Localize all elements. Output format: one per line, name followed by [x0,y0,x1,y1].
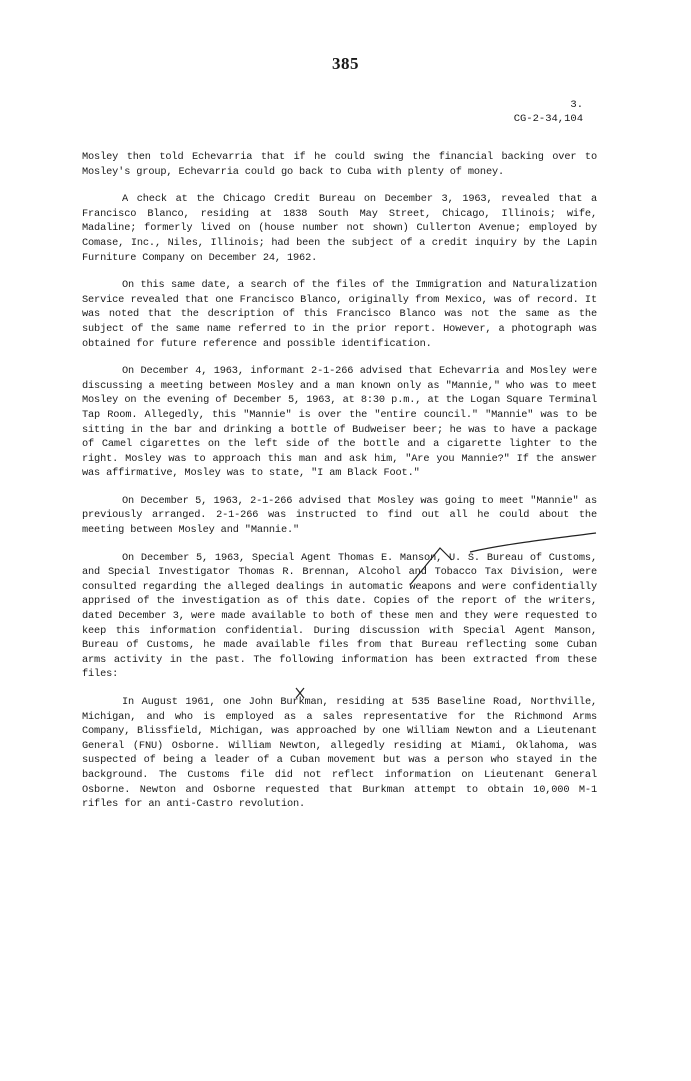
page-number: 385 [332,54,359,73]
file-reference: CG-2-34,104 [513,113,583,125]
paragraph-5: On December 5, 1963, 2-1-266 advised that Mosley was going to meet "Mannie" as previously arranged. 2-1-266 was instructed to find out all he could about the meeting between Mosley and "Mannie." [82,494,597,537]
body-text [82,150,597,825]
paragraph-2: A check at the Chicago Credit Bureau on December 3, 1963, revealed that a Francisco Blanco, residing at 1838 South May Street, Chicago, Illinois; wife, Madaline; formerly lived on (house number not shown) Cullerton Avenue; employed by Comase, Inc., Niles, Illinois; had been the subject of a credit inquiry by the Lapin Furniture Company on December 24, 1962. [82,193,597,264]
paragraph-6: On December 5, 1963, Special Agent Thomas E. Manson, U. S. Bureau of Customs, and Special Investigator Thomas R. Brennan, Alcohol and Tobacco Tax Division, were consulted regarding the alleged dealings in automatic weapons and were confidentially apprised of the investigation as of this date. Copies of the report of the writers, dated December 3, were made available to both of these men and they were requested to keep this information confidential. During discussion with Special Agent Manson, Bureau of Customs, he made available files from that Bureau reflecting some Cuban arms activity in the past. The following information has been extracted from these files: [82,551,597,681]
paragraph-7: In August 1961, one John Burkman, residing at 535 Baseline Road, Northville, Michigan, and who is employed as a sales representative for the Richmond Arms Company, Blissfield, Michigan, was approached by one William Newton and a Lieutenant General (FNU) Osborne. William Newton, allegedly residing at Miami, Oklahoma, was suspected of being a leader of a Cuban movement but was a person who stayed in the background. The Customs file did not reflect information on Lieutenant General Osborne. Newton and Osborne requested that Burkman attempt to obtain 10,000 M-1 rifles for an anti-Castro revolution. [82,696,597,811]
reference-block [514,98,583,126]
section-number: 3. [570,99,583,111]
paragraph-1: Mosley then told Echevarria that if he could swing the financial backing over to Mosley's group, Echevarria could go back to Cuba with plenty of money. [82,151,597,178]
paragraph-3: On this same date, a search of the files of the Immigration and Naturalization Service revealed that one Francisco Blanco, originally from Mexico, was of record. It was noted that the description of this Francisco Blanco was not the same as the subject of the same name referred to in the prior report. However, a photograph was obtained for future reference and possible identification. [82,279,597,350]
paragraph-4: On December 4, 1963, informant 2-1-266 advised that Echevarria and Mosley were discussing a meeting between Mosley and a man known only as "Mannie," who was to meet Mosley on the evening of December 5, 1963, at 8:30 p.m., at the Logan Square Terminal Tap Room. Allegedly, this "Mannie" is over the "entire council." "Mannie" was to be sitting in the bar and drinking a bottle of Budweiser beer; he was to have a package of Camel cigarettes on the left side of the bottle and a cigarette lighter to the right. Mosley was to approach this man and ask him, "Are you Mannie?" If the answer was affirmative, Mosley was to state, "I am Black Foot." [82,365,597,480]
